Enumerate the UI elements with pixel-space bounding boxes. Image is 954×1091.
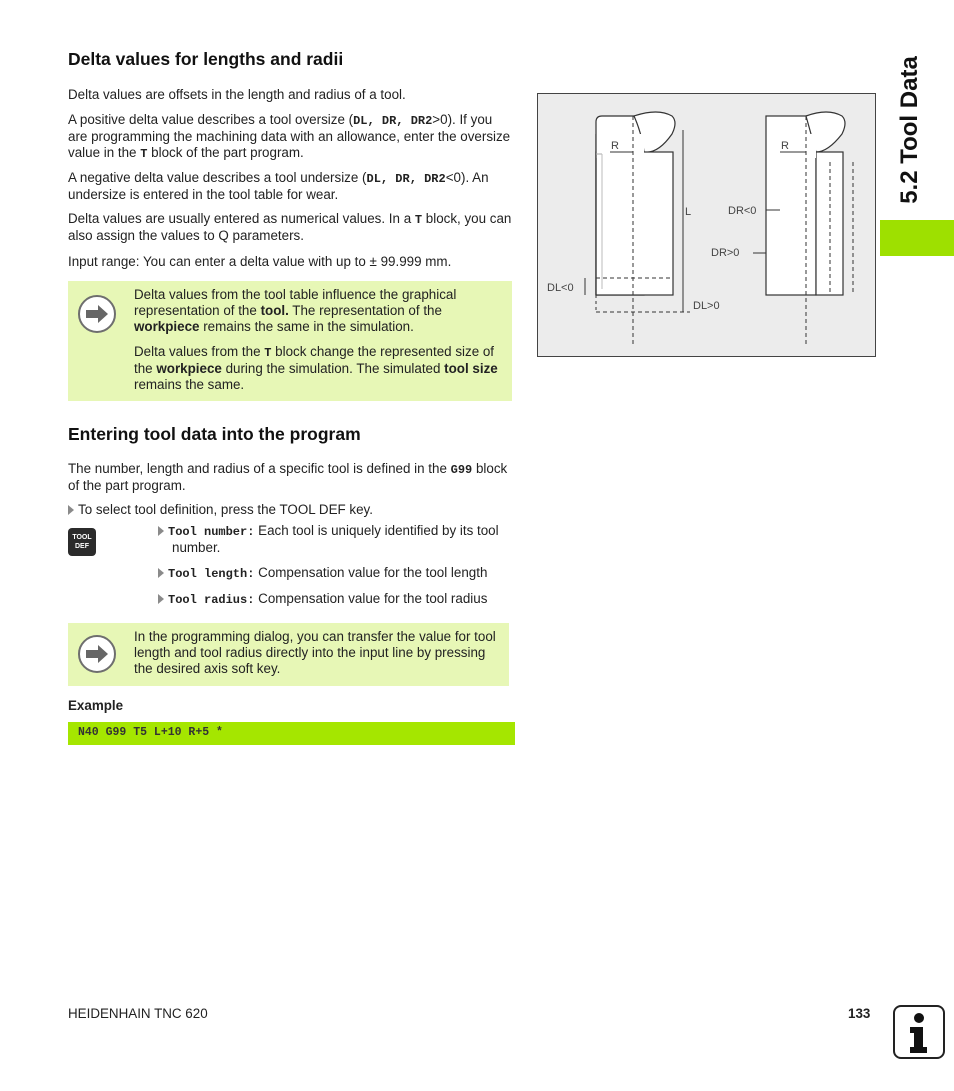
list-item-tool-number: Tool number: Each tool is uniquely identified by its tool number. (158, 523, 528, 556)
paragraph-negative-delta: A negative delta value describes a tool undersize (DL, DR, DR2<0). An undersize is entered in the tool table for wear. (68, 170, 489, 202)
note-text-soft-key: In the programming dialog, you can transfer the value for tool length and tool radius directly into the input line by pressing the desired axis soft key. (134, 629, 496, 676)
tool-left (596, 112, 675, 295)
chapter-tab (880, 40, 940, 220)
label-dl-neg: DL<0 (547, 282, 574, 294)
step-tool-def: To select tool definition, press the TOOL DEF key. (68, 502, 513, 518)
triangle-bullet-icon (68, 505, 74, 515)
info-icon (893, 1005, 945, 1059)
label-dr-neg: DR<0 (728, 205, 757, 217)
triangle-bullet-icon (158, 526, 164, 536)
list-item-tool-radius: Tool radius: Compensation value for the tool radius (158, 591, 514, 608)
paragraph-intro: Delta values are offsets in the length and radius of a tool. (68, 87, 406, 102)
note-box-programming-dialog (68, 623, 509, 686)
example-label: Example (68, 698, 124, 713)
chapter-tab-marker (880, 220, 954, 256)
label-dr-pos: DR>0 (711, 247, 740, 259)
example-code: N40 G99 T5 L+10 R+5 * (78, 726, 223, 739)
chapter-title: 5.2 Tool Data (896, 56, 923, 204)
note-text-tool: Delta values from the tool table influence the graphical representation of the tool. The representation of the workpiece remains the same in the simulation. (134, 287, 457, 334)
section-heading-delta-values: Delta values for lengths and radii (68, 49, 344, 69)
delta-values-diagram (537, 93, 876, 357)
triangle-bullet-icon (158, 594, 164, 604)
paragraph-input-range: Input range: You can enter a delta value with up to ± 99.999 mm. (68, 254, 452, 269)
tool-def-key-icon[interactable]: TOOL DEF (68, 528, 96, 556)
page-number: 133 (848, 1006, 871, 1021)
paragraph-positive-delta: A positive delta value describes a tool oversize (DL, DR, DR2>0). If you are programming the machining data with an allowance, enter the oversize value in the T block of the part program. (68, 112, 511, 161)
label-r-right: R (781, 140, 789, 152)
triangle-bullet-icon (158, 568, 164, 578)
footer-product: HEIDENHAIN TNC 620 (68, 1006, 208, 1021)
list-item-tool-length: Tool length: Compensation value for the tool length (158, 565, 514, 582)
note-box-delta (68, 281, 512, 401)
example-code-block (68, 722, 515, 745)
section-heading-entering-tool-data: Entering tool data into the program (68, 424, 361, 444)
arrow-right-icon (78, 295, 116, 333)
note-text-workpiece: Delta values from the T block change the represented size of the workpiece during the simulation. The simulated tool size remains the same. (134, 344, 498, 392)
label-dl-pos: DL>0 (693, 300, 720, 312)
label-l: L (685, 206, 692, 218)
label-r-left: R (611, 140, 619, 152)
arrow-right-icon (78, 635, 116, 673)
paragraph-numeric-values: Delta values are usually entered as numerical values. In a T block, you can also assign the values to Q parameters. (68, 211, 512, 243)
paragraph-g99: The number, length and radius of a specific tool is defined in the G99 block of the part program. (68, 461, 508, 493)
